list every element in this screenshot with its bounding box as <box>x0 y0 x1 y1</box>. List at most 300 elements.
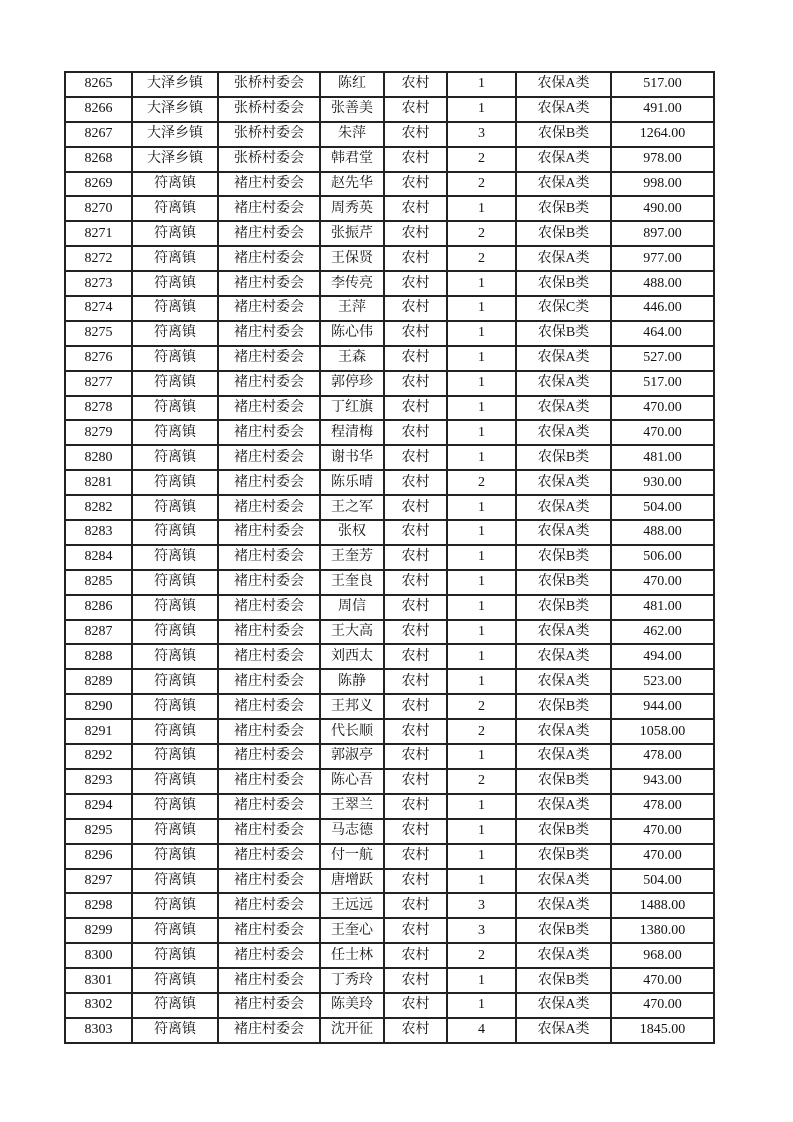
cell-id: 8300 <box>65 943 132 968</box>
cell-village: 褚庄村委会 <box>218 844 320 869</box>
cell-village: 褚庄村委会 <box>218 346 320 371</box>
cell-insurance-category: 农保B类 <box>516 545 611 570</box>
cell-id: 8296 <box>65 844 132 869</box>
cell-person-count: 3 <box>447 918 516 943</box>
cell-insurance-category: 农保A类 <box>516 495 611 520</box>
table-row <box>65 620 714 645</box>
cell-town: 符离镇 <box>132 246 218 271</box>
cell-id: 8287 <box>65 620 132 645</box>
cell-insurance-category: 农保B类 <box>516 694 611 719</box>
cell-town: 符离镇 <box>132 221 218 246</box>
cell-amount: 1058.00 <box>611 719 714 744</box>
cell-village: 褚庄村委会 <box>218 993 320 1018</box>
cell-village: 褚庄村委会 <box>218 420 320 445</box>
cell-id: 8303 <box>65 1018 132 1043</box>
table-row <box>65 420 714 445</box>
cell-village: 褚庄村委会 <box>218 968 320 993</box>
table-row <box>65 221 714 246</box>
cell-town: 符离镇 <box>132 172 218 197</box>
cell-household-type: 农村 <box>384 296 447 321</box>
cell-person-count: 1 <box>447 296 516 321</box>
cell-amount: 481.00 <box>611 595 714 620</box>
cell-village: 褚庄村委会 <box>218 893 320 918</box>
cell-person-count: 1 <box>447 495 516 520</box>
cell-town: 符离镇 <box>132 844 218 869</box>
cell-amount: 977.00 <box>611 246 714 271</box>
table-row <box>65 694 714 719</box>
cell-household-type: 农村 <box>384 968 447 993</box>
cell-village: 褚庄村委会 <box>218 520 320 545</box>
cell-town: 符离镇 <box>132 396 218 421</box>
table-row <box>65 495 714 520</box>
table-row <box>65 470 714 495</box>
cell-amount: 968.00 <box>611 943 714 968</box>
cell-person-name: 王奎心 <box>320 918 384 943</box>
cell-person-count: 1 <box>447 869 516 894</box>
cell-village: 褚庄村委会 <box>218 445 320 470</box>
cell-person-name: 朱萍 <box>320 122 384 147</box>
cell-insurance-category: 农保A类 <box>516 470 611 495</box>
table-row <box>65 844 714 869</box>
cell-person-count: 1 <box>447 196 516 221</box>
cell-person-name: 谢书华 <box>320 445 384 470</box>
cell-person-name: 王奎芳 <box>320 545 384 570</box>
cell-town: 符离镇 <box>132 545 218 570</box>
table-row <box>65 719 714 744</box>
cell-id: 8301 <box>65 968 132 993</box>
cell-id: 8275 <box>65 321 132 346</box>
cell-household-type: 农村 <box>384 147 447 172</box>
cell-amount: 943.00 <box>611 769 714 794</box>
cell-village: 褚庄村委会 <box>218 271 320 296</box>
cell-household-type: 农村 <box>384 371 447 396</box>
cell-person-count: 1 <box>447 420 516 445</box>
cell-insurance-category: 农保B类 <box>516 595 611 620</box>
cell-id: 8280 <box>65 445 132 470</box>
cell-town: 符离镇 <box>132 470 218 495</box>
cell-person-count: 1 <box>447 669 516 694</box>
cell-person-name: 陈红 <box>320 72 384 97</box>
cell-person-name: 付一航 <box>320 844 384 869</box>
cell-village: 褚庄村委会 <box>218 570 320 595</box>
table-row <box>65 893 714 918</box>
cell-id: 8270 <box>65 196 132 221</box>
cell-town: 符离镇 <box>132 570 218 595</box>
table-row <box>65 769 714 794</box>
cell-village: 褚庄村委会 <box>218 172 320 197</box>
cell-person-name: 赵先华 <box>320 172 384 197</box>
cell-person-count: 3 <box>447 122 516 147</box>
cell-amount: 470.00 <box>611 993 714 1018</box>
cell-insurance-category: 农保A类 <box>516 620 611 645</box>
cell-village: 褚庄村委会 <box>218 869 320 894</box>
cell-amount: 998.00 <box>611 172 714 197</box>
cell-town: 符离镇 <box>132 445 218 470</box>
cell-id: 8277 <box>65 371 132 396</box>
cell-person-name: 张权 <box>320 520 384 545</box>
cell-insurance-category: 农保B类 <box>516 844 611 869</box>
cell-insurance-category: 农保A类 <box>516 744 611 769</box>
cell-town: 符离镇 <box>132 943 218 968</box>
table-row <box>65 520 714 545</box>
cell-id: 8302 <box>65 993 132 1018</box>
cell-id: 8271 <box>65 221 132 246</box>
cell-person-count: 2 <box>447 769 516 794</box>
table-row <box>65 918 714 943</box>
cell-village: 褚庄村委会 <box>218 321 320 346</box>
cell-id: 8266 <box>65 97 132 122</box>
cell-insurance-category: 农保A类 <box>516 396 611 421</box>
cell-person-count: 1 <box>447 371 516 396</box>
table-row <box>65 296 714 321</box>
cell-amount: 523.00 <box>611 669 714 694</box>
cell-person-count: 1 <box>447 968 516 993</box>
cell-town: 符离镇 <box>132 869 218 894</box>
cell-id: 8294 <box>65 794 132 819</box>
cell-household-type: 农村 <box>384 620 447 645</box>
cell-amount: 462.00 <box>611 620 714 645</box>
cell-amount: 470.00 <box>611 844 714 869</box>
cell-person-count: 1 <box>447 346 516 371</box>
cell-insurance-category: 农保B类 <box>516 196 611 221</box>
cell-id: 8269 <box>65 172 132 197</box>
cell-amount: 488.00 <box>611 520 714 545</box>
cell-person-count: 1 <box>447 445 516 470</box>
cell-amount: 1488.00 <box>611 893 714 918</box>
cell-amount: 464.00 <box>611 321 714 346</box>
cell-id: 8276 <box>65 346 132 371</box>
cell-village: 褚庄村委会 <box>218 744 320 769</box>
cell-insurance-category: 农保A类 <box>516 893 611 918</box>
cell-household-type: 农村 <box>384 869 447 894</box>
table-row <box>65 545 714 570</box>
cell-village: 褚庄村委会 <box>218 694 320 719</box>
cell-id: 8289 <box>65 669 132 694</box>
cell-insurance-category: 农保C类 <box>516 296 611 321</box>
cell-village: 褚庄村委会 <box>218 595 320 620</box>
cell-person-count: 1 <box>447 97 516 122</box>
cell-person-name: 郭淑亭 <box>320 744 384 769</box>
cell-insurance-category: 农保B类 <box>516 271 611 296</box>
cell-household-type: 农村 <box>384 420 447 445</box>
cell-amount: 944.00 <box>611 694 714 719</box>
cell-insurance-category: 农保A类 <box>516 147 611 172</box>
cell-person-name: 沈开征 <box>320 1018 384 1043</box>
cell-person-name: 周秀英 <box>320 196 384 221</box>
cell-person-name: 王远远 <box>320 893 384 918</box>
cell-town: 符离镇 <box>132 371 218 396</box>
cell-insurance-category: 农保B类 <box>516 570 611 595</box>
cell-person-name: 李传亮 <box>320 271 384 296</box>
cell-insurance-category: 农保A类 <box>516 346 611 371</box>
cell-id: 8281 <box>65 470 132 495</box>
cell-person-name: 刘西太 <box>320 644 384 669</box>
cell-insurance-category: 农保A类 <box>516 420 611 445</box>
cell-person-name: 王保贤 <box>320 246 384 271</box>
cell-id: 8268 <box>65 147 132 172</box>
table-row <box>65 371 714 396</box>
record-table <box>64 71 715 1044</box>
cell-household-type: 农村 <box>384 520 447 545</box>
cell-household-type: 农村 <box>384 1018 447 1043</box>
cell-town: 符离镇 <box>132 296 218 321</box>
table-row <box>65 869 714 894</box>
table-row <box>65 993 714 1018</box>
cell-person-count: 1 <box>447 595 516 620</box>
cell-village: 褚庄村委会 <box>218 495 320 520</box>
cell-village: 张桥村委会 <box>218 97 320 122</box>
cell-household-type: 农村 <box>384 246 447 271</box>
cell-amount: 470.00 <box>611 420 714 445</box>
cell-person-name: 陈美玲 <box>320 993 384 1018</box>
cell-amount: 517.00 <box>611 371 714 396</box>
table-row <box>65 122 714 147</box>
cell-insurance-category: 农保B类 <box>516 819 611 844</box>
cell-insurance-category: 农保A类 <box>516 993 611 1018</box>
table-row <box>65 943 714 968</box>
cell-person-count: 1 <box>447 819 516 844</box>
cell-household-type: 农村 <box>384 122 447 147</box>
cell-village: 褚庄村委会 <box>218 545 320 570</box>
cell-household-type: 农村 <box>384 794 447 819</box>
table-row <box>65 669 714 694</box>
cell-person-count: 1 <box>447 844 516 869</box>
cell-id: 8299 <box>65 918 132 943</box>
cell-person-name: 丁秀玲 <box>320 968 384 993</box>
cell-town: 大泽乡镇 <box>132 72 218 97</box>
cell-amount: 504.00 <box>611 495 714 520</box>
cell-person-name: 王之军 <box>320 495 384 520</box>
cell-village: 褚庄村委会 <box>218 719 320 744</box>
cell-person-count: 1 <box>447 794 516 819</box>
cell-household-type: 农村 <box>384 744 447 769</box>
cell-village: 褚庄村委会 <box>218 196 320 221</box>
cell-town: 符离镇 <box>132 669 218 694</box>
cell-amount: 470.00 <box>611 570 714 595</box>
cell-amount: 478.00 <box>611 744 714 769</box>
cell-village: 褚庄村委会 <box>218 769 320 794</box>
cell-amount: 930.00 <box>611 470 714 495</box>
cell-insurance-category: 农保A类 <box>516 246 611 271</box>
cell-household-type: 农村 <box>384 819 447 844</box>
cell-amount: 1380.00 <box>611 918 714 943</box>
cell-id: 8290 <box>65 694 132 719</box>
cell-person-name: 王萍 <box>320 296 384 321</box>
cell-person-name: 陈静 <box>320 669 384 694</box>
cell-person-count: 1 <box>447 396 516 421</box>
cell-village: 褚庄村委会 <box>218 470 320 495</box>
cell-person-name: 陈心伟 <box>320 321 384 346</box>
cell-id: 8282 <box>65 495 132 520</box>
cell-household-type: 农村 <box>384 943 447 968</box>
cell-amount: 506.00 <box>611 545 714 570</box>
table-row <box>65 445 714 470</box>
cell-person-name: 马志德 <box>320 819 384 844</box>
cell-town: 符离镇 <box>132 620 218 645</box>
cell-household-type: 农村 <box>384 918 447 943</box>
cell-amount: 478.00 <box>611 794 714 819</box>
cell-person-count: 2 <box>447 221 516 246</box>
cell-village: 张桥村委会 <box>218 147 320 172</box>
table-row <box>65 644 714 669</box>
cell-household-type: 农村 <box>384 470 447 495</box>
cell-insurance-category: 农保A类 <box>516 172 611 197</box>
cell-amount: 1845.00 <box>611 1018 714 1043</box>
cell-id: 8278 <box>65 396 132 421</box>
cell-person-name: 唐增跃 <box>320 869 384 894</box>
cell-id: 8273 <box>65 271 132 296</box>
cell-household-type: 农村 <box>384 445 447 470</box>
cell-person-count: 3 <box>447 893 516 918</box>
cell-id: 8291 <box>65 719 132 744</box>
cell-town: 符离镇 <box>132 893 218 918</box>
cell-household-type: 农村 <box>384 196 447 221</box>
cell-household-type: 农村 <box>384 844 447 869</box>
table-row <box>65 72 714 97</box>
cell-amount: 491.00 <box>611 97 714 122</box>
cell-person-count: 4 <box>447 1018 516 1043</box>
cell-amount: 481.00 <box>611 445 714 470</box>
cell-person-name: 张善美 <box>320 97 384 122</box>
table-row <box>65 595 714 620</box>
cell-insurance-category: 农保B类 <box>516 122 611 147</box>
cell-household-type: 农村 <box>384 346 447 371</box>
cell-amount: 978.00 <box>611 147 714 172</box>
cell-person-name: 代长顺 <box>320 719 384 744</box>
cell-id: 8279 <box>65 420 132 445</box>
cell-town: 符离镇 <box>132 420 218 445</box>
cell-insurance-category: 农保B类 <box>516 321 611 346</box>
cell-amount: 490.00 <box>611 196 714 221</box>
cell-person-name: 王森 <box>320 346 384 371</box>
cell-amount: 494.00 <box>611 644 714 669</box>
cell-insurance-category: 农保B类 <box>516 968 611 993</box>
cell-id: 8285 <box>65 570 132 595</box>
cell-person-count: 1 <box>447 644 516 669</box>
cell-insurance-category: 农保A类 <box>516 520 611 545</box>
cell-person-count: 1 <box>447 744 516 769</box>
cell-household-type: 农村 <box>384 221 447 246</box>
cell-household-type: 农村 <box>384 644 447 669</box>
cell-household-type: 农村 <box>384 172 447 197</box>
cell-town: 符离镇 <box>132 819 218 844</box>
table-row <box>65 246 714 271</box>
cell-person-name: 王大高 <box>320 620 384 645</box>
table-row <box>65 346 714 371</box>
cell-insurance-category: 农保A类 <box>516 1018 611 1043</box>
cell-person-name: 张振芹 <box>320 221 384 246</box>
cell-insurance-category: 农保A类 <box>516 644 611 669</box>
cell-amount: 470.00 <box>611 968 714 993</box>
cell-id: 8293 <box>65 769 132 794</box>
cell-id: 8272 <box>65 246 132 271</box>
cell-village: 张桥村委会 <box>218 72 320 97</box>
cell-insurance-category: 农保A类 <box>516 943 611 968</box>
cell-town: 符离镇 <box>132 744 218 769</box>
cell-village: 褚庄村委会 <box>218 1018 320 1043</box>
table-row <box>65 794 714 819</box>
cell-town: 符离镇 <box>132 769 218 794</box>
table-row <box>65 321 714 346</box>
cell-person-name: 周信 <box>320 595 384 620</box>
cell-person-name: 任士林 <box>320 943 384 968</box>
cell-person-count: 1 <box>447 271 516 296</box>
cell-town: 符离镇 <box>132 719 218 744</box>
cell-household-type: 农村 <box>384 719 447 744</box>
cell-household-type: 农村 <box>384 72 447 97</box>
cell-person-count: 1 <box>447 520 516 545</box>
cell-village: 褚庄村委会 <box>218 371 320 396</box>
cell-household-type: 农村 <box>384 97 447 122</box>
cell-village: 褚庄村委会 <box>218 669 320 694</box>
cell-town: 符离镇 <box>132 694 218 719</box>
table-row <box>65 744 714 769</box>
cell-id: 8284 <box>65 545 132 570</box>
cell-town: 符离镇 <box>132 1018 218 1043</box>
cell-town: 符离镇 <box>132 495 218 520</box>
cell-amount: 897.00 <box>611 221 714 246</box>
cell-household-type: 农村 <box>384 595 447 620</box>
cell-village: 褚庄村委会 <box>218 794 320 819</box>
cell-insurance-category: 农保B类 <box>516 918 611 943</box>
cell-id: 8288 <box>65 644 132 669</box>
cell-amount: 504.00 <box>611 869 714 894</box>
cell-person-count: 1 <box>447 993 516 1018</box>
table-row <box>65 97 714 122</box>
cell-person-count: 2 <box>447 246 516 271</box>
cell-id: 8286 <box>65 595 132 620</box>
cell-person-count: 2 <box>447 172 516 197</box>
cell-household-type: 农村 <box>384 893 447 918</box>
cell-id: 8292 <box>65 744 132 769</box>
table-row <box>65 271 714 296</box>
cell-person-name: 王邦义 <box>320 694 384 719</box>
table-row <box>65 147 714 172</box>
cell-insurance-category: 农保A类 <box>516 72 611 97</box>
cell-insurance-category: 农保B类 <box>516 445 611 470</box>
cell-amount: 517.00 <box>611 72 714 97</box>
cell-id: 8274 <box>65 296 132 321</box>
cell-village: 张桥村委会 <box>218 122 320 147</box>
cell-town: 符离镇 <box>132 918 218 943</box>
cell-town: 符离镇 <box>132 644 218 669</box>
cell-insurance-category: 农保B类 <box>516 769 611 794</box>
cell-village: 褚庄村委会 <box>218 221 320 246</box>
cell-person-count: 2 <box>447 147 516 172</box>
cell-person-name: 韩君堂 <box>320 147 384 172</box>
cell-person-name: 郭停珍 <box>320 371 384 396</box>
cell-town: 符离镇 <box>132 794 218 819</box>
cell-household-type: 农村 <box>384 570 447 595</box>
table-row <box>65 172 714 197</box>
cell-person-count: 1 <box>447 620 516 645</box>
cell-id: 8298 <box>65 893 132 918</box>
cell-person-name: 陈心吾 <box>320 769 384 794</box>
cell-person-count: 2 <box>447 943 516 968</box>
cell-insurance-category: 农保B类 <box>516 221 611 246</box>
cell-person-count: 1 <box>447 72 516 97</box>
cell-insurance-category: 农保A类 <box>516 794 611 819</box>
cell-town: 符离镇 <box>132 520 218 545</box>
cell-amount: 527.00 <box>611 346 714 371</box>
cell-town: 符离镇 <box>132 993 218 1018</box>
cell-id: 8297 <box>65 869 132 894</box>
cell-town: 符离镇 <box>132 346 218 371</box>
cell-village: 褚庄村委会 <box>218 620 320 645</box>
cell-person-count: 2 <box>447 694 516 719</box>
cell-person-count: 2 <box>447 470 516 495</box>
table-row <box>65 968 714 993</box>
